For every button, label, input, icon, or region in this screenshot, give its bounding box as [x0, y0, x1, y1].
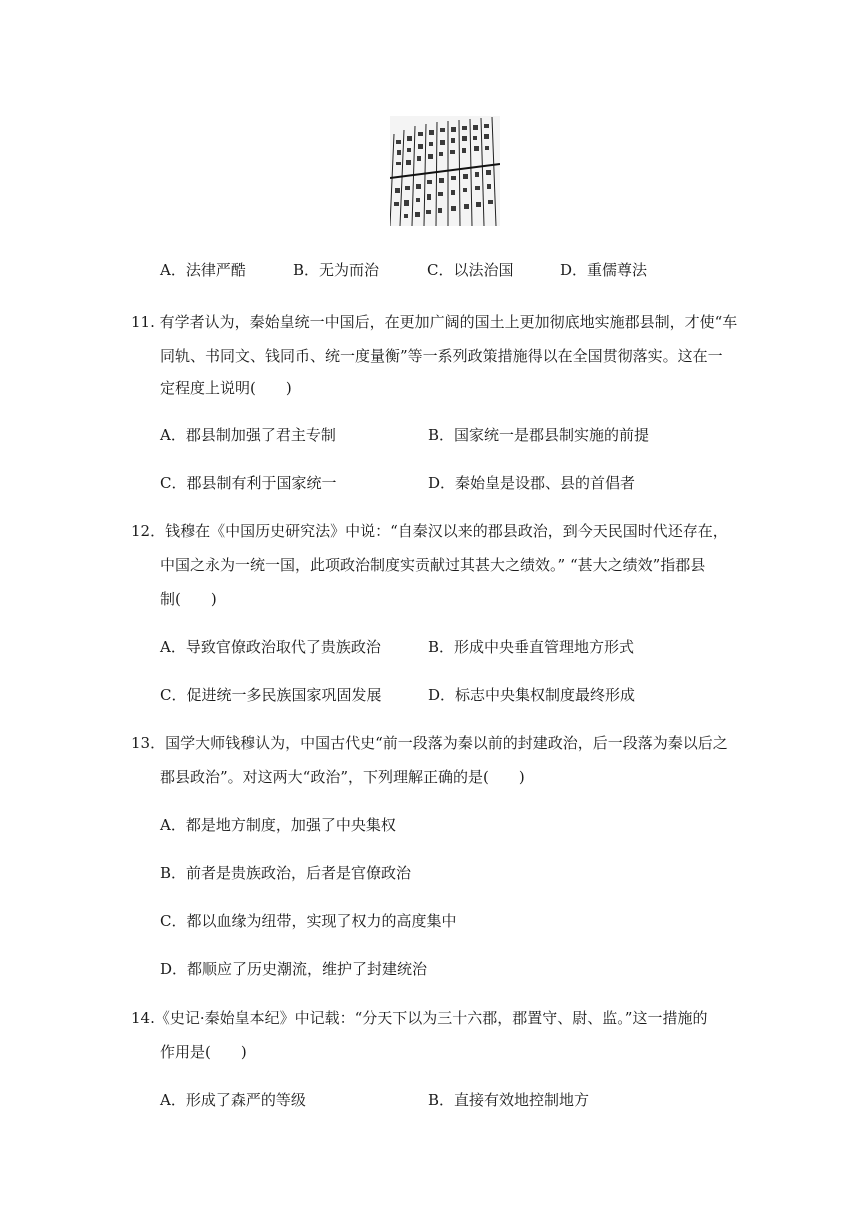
q11-option-c: C．郡县制有利于国家统一 — [160, 474, 337, 492]
q10-option-d: D．重儒尊法 — [560, 261, 648, 279]
q13-option-b: B．前者是贵族政治，后者是官僚政治 — [160, 864, 412, 882]
q14-option-a: A．形成了森严的等级 — [160, 1091, 306, 1109]
q12-option-c: C．促进统一多民族国家巩固发展 — [160, 686, 382, 704]
q13-stem-line-2: 郡县政治”。对这两大“政治”，下列理解正确的是( ) — [160, 768, 525, 786]
bamboo-slips-drawing — [390, 116, 500, 226]
q10-option-c: C．以法治国 — [427, 261, 514, 279]
q13-option-c: C．都以血缘为纽带，实现了权力的高度集中 — [160, 912, 457, 930]
q11-option-a: A．郡县制加强了君主专制 — [160, 426, 336, 444]
q12-option-b: B．形成中央垂直管理地方形式 — [428, 638, 635, 656]
q12-option-d: D．标志中央集权制度最终形成 — [428, 686, 636, 704]
q13-option-d: D．都顺应了历史潮流，维护了封建统治 — [160, 960, 428, 978]
q14-stem-line-2: 作用是( ) — [160, 1043, 247, 1061]
q12-stem-line-3: 制( ) — [160, 590, 217, 608]
q13-stem-line-1: 13．国学大师钱穆认为，中国古代史“前一段落为秦以前的封建政治，后一段落为秦以后之 — [131, 734, 728, 752]
q14-stem-line-1: 14.《史记·秦始皇本纪》中记载：“分天下以为三十六郡，郡置守、尉、监。”这一措施的 — [131, 1009, 708, 1027]
q11-stem-line-2: 同轨、书同文、钱同币、统一度量衡”等一系列政策措施得以在全国贯彻落实。这在一 — [160, 347, 723, 365]
q12-option-a: A．导致官僚政治取代了贵族政治 — [160, 638, 381, 656]
q14-option-b: B．直接有效地控制地方 — [428, 1091, 590, 1109]
bamboo-slips-image — [390, 116, 500, 226]
q11-stem-line-1: 11. 有学者认为，秦始皇统一中国后，在更加广阔的国土上更加彻底地实施郡县制，才使“车 — [131, 313, 738, 331]
q13-option-a: A．都是地方制度，加强了中央集权 — [160, 816, 396, 834]
q12-stem-line-1: 12．钱穆在《中国历史研究法》中说：“自秦汉以来的郡县政治，到今天民国时代还存在， — [131, 522, 728, 540]
q12-stem-line-2: 中国之永为一统一国，此项政治制度实贡献过其甚大之绩效。” “甚大之绩效”指郡县 — [160, 556, 706, 574]
q10-option-b: B．无为而治 — [293, 261, 380, 279]
q11-option-d: D．秦始皇是设郡、县的首倡者 — [428, 474, 636, 492]
q11-option-b: B．国家统一是郡县制实施的前提 — [428, 426, 650, 444]
q10-option-a: A．法律严酷 — [160, 261, 246, 279]
q11-stem-line-3: 定程度上说明( ) — [160, 379, 292, 397]
